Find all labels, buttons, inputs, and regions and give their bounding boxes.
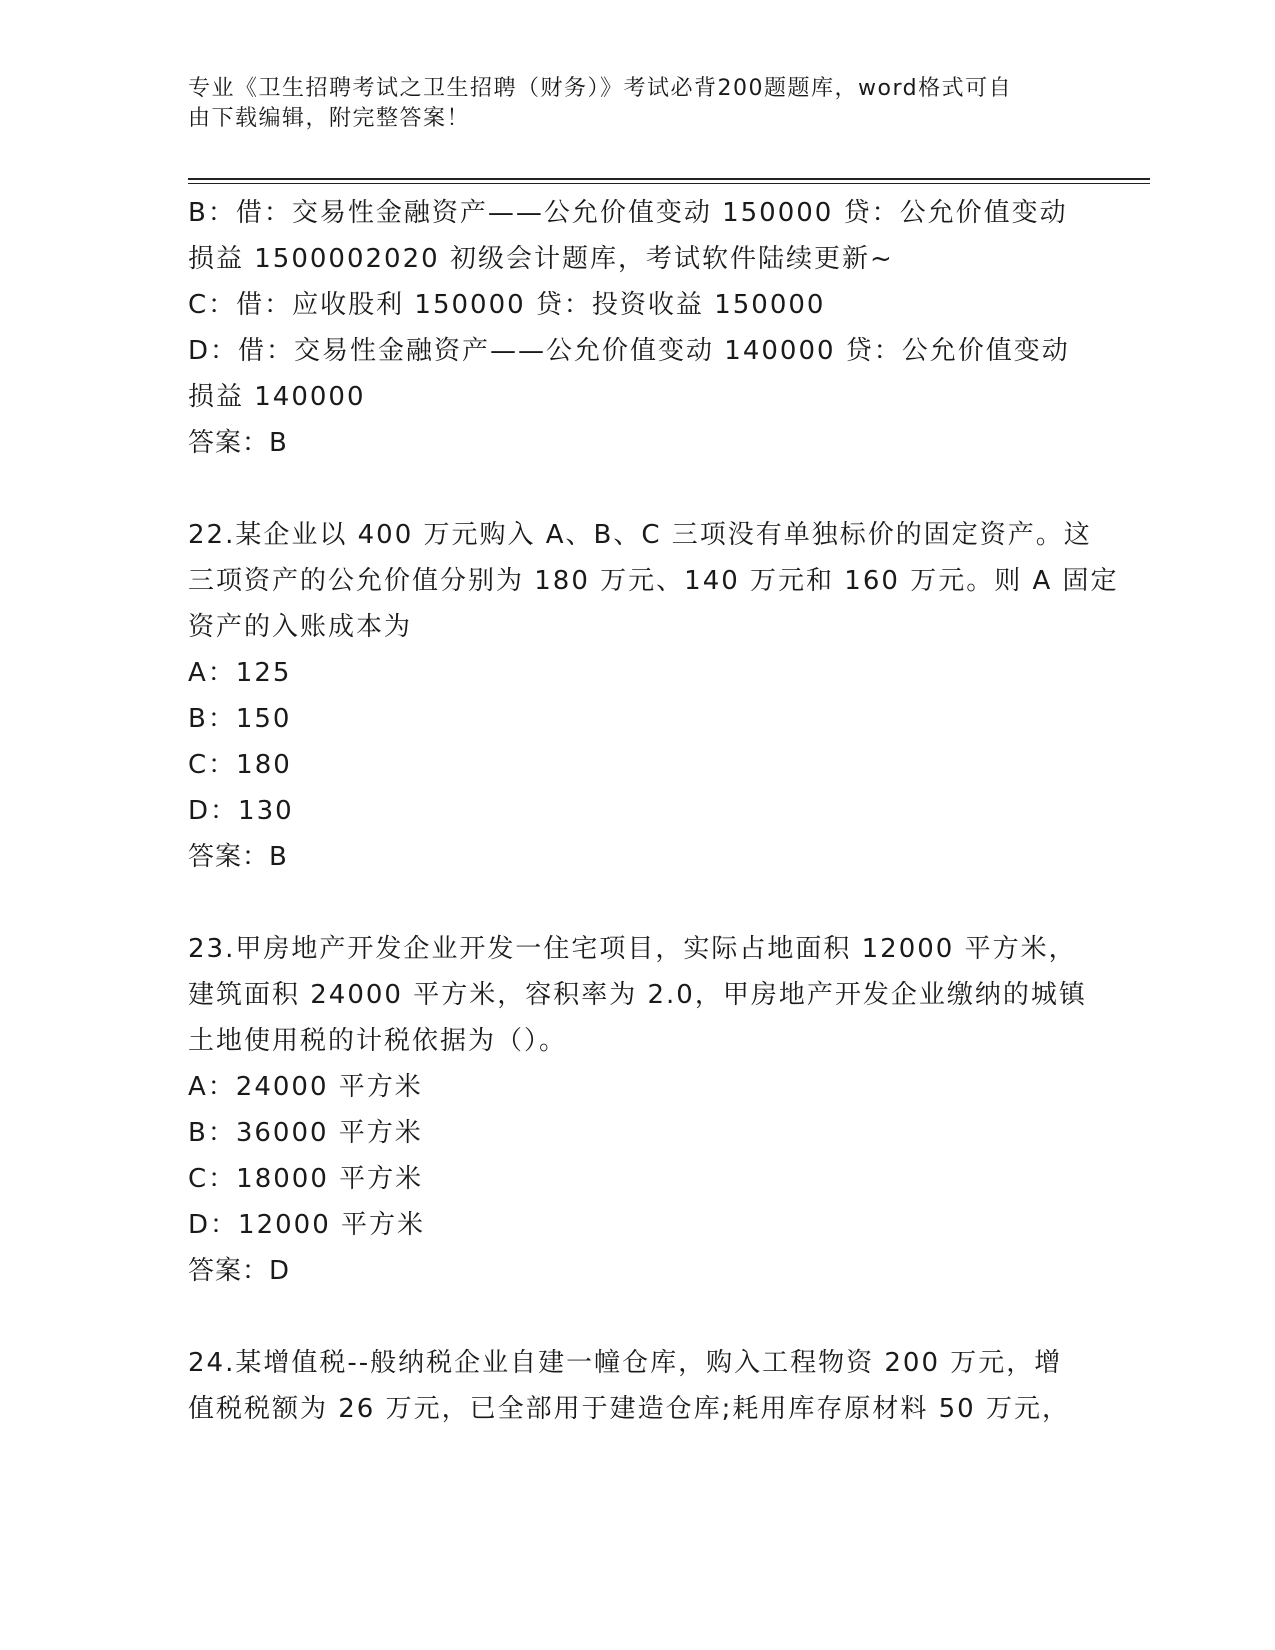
- question-stem-line-3: 土地使用税的计税依据为（）。: [188, 1026, 568, 1056]
- header-line-1: 专业《卫生招聘考试之卫生招聘（财务）》考试必背200题题库，word格式可自: [188, 76, 1013, 101]
- option-c: C：借：应收股利 150000 贷：投资收益 150000: [188, 290, 826, 320]
- spacer: [188, 1294, 1088, 1340]
- question-21: [188, 190, 1088, 466]
- option-d: D：130: [188, 796, 294, 826]
- header-rule-thick: [188, 178, 1150, 180]
- option-d-line-1: D：借：交易性金融资产——公允价值变动 140000 贷：公允价值变动: [188, 336, 1070, 366]
- question-stem-line-1: 22.某企业以 400 万元购入 A、B、C 三项没有单独标价的固定资产。这: [188, 520, 1092, 550]
- document-body: [188, 190, 1119, 1432]
- document-header: [188, 74, 1068, 134]
- option-a: A：125: [188, 658, 292, 688]
- question-stem-line-2: 值税税额为 26 万元，已全部用于建造仓库;耗用库存原材料 50 万元，: [188, 1394, 1070, 1424]
- option-d: D：12000 平方米: [188, 1210, 425, 1240]
- question-stem-line-2: 建筑面积 24000 平方米，容积率为 2.0，甲房地产开发企业缴纳的城镇: [188, 980, 1087, 1010]
- option-b: B：150: [188, 704, 292, 734]
- option-c: C：18000 平方米: [188, 1164, 424, 1194]
- option-c: C：180: [188, 750, 292, 780]
- option-b: B：36000 平方米: [188, 1118, 423, 1148]
- option-b-line-2: 损益 1500002020 初级会计题库，考试软件陆续更新~: [188, 244, 894, 274]
- question-stem-line-1: 23.甲房地产开发企业开发一住宅项目，实际占地面积 12000 平方米，: [188, 934, 1077, 964]
- header-rule-thin: [188, 183, 1150, 184]
- question-23: [188, 926, 1088, 1294]
- option-d-line-2: 损益 140000: [188, 382, 366, 412]
- spacer: [188, 466, 1088, 512]
- question-stem-line-1: 24.某增值税--般纳税企业自建一幢仓库，购入工程物资 200 万元，增: [188, 1348, 1063, 1378]
- option-a: A：24000 平方米: [188, 1072, 423, 1102]
- answer: 答案：D: [188, 1256, 291, 1286]
- question-stem-line-3: 资产的入账成本为: [188, 612, 413, 642]
- answer: 答案：B: [188, 842, 288, 872]
- question-24: [188, 1340, 1088, 1432]
- question-stem-line-2: 三项资产的公允价值分别为 180 万元、140 万元和 160 万元。则 A 固定: [188, 566, 1119, 596]
- header-line-2: 由下载编辑，附完整答案！: [188, 106, 471, 131]
- question-22: [188, 512, 1119, 880]
- spacer: [188, 880, 1088, 926]
- option-b-line-1: B：借：交易性金融资产——公允价值变动 150000 贷：公允价值变动: [188, 198, 1068, 228]
- answer: 答案：B: [188, 428, 288, 458]
